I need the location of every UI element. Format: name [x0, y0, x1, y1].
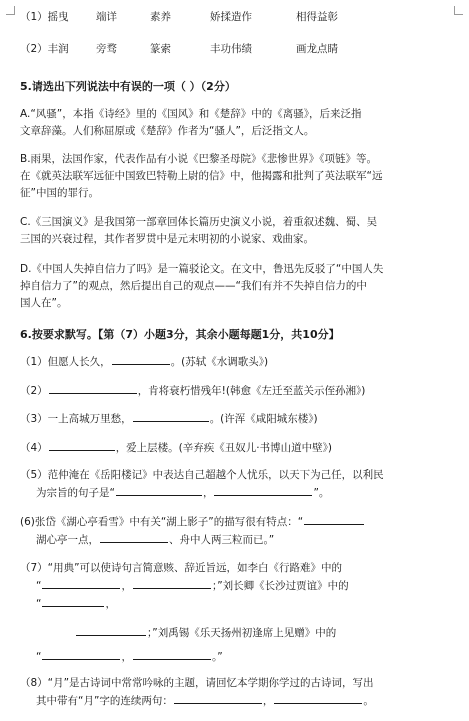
item-text: ；”刘禹锡《乐天扬州初逢席上见赠》中的 [147, 627, 337, 639]
item-text: “ [36, 580, 42, 592]
answer-blank[interactable] [112, 353, 170, 365]
option-line: A.“风骚”，本指《诗经》里的《国风》和《楚辞》中的《离骚》，后来泛指 [20, 108, 362, 120]
item-4 [20, 439, 332, 457]
vocab-word: 旁骛 [96, 43, 117, 55]
option-c [20, 214, 452, 248]
item-5 [20, 467, 452, 502]
item-text: ， [121, 580, 132, 592]
option-line: B.雨果，法国作家，代表作品有小说《巴黎圣母院》《悲惨世界》《项链》等。 [20, 153, 378, 165]
vocab-word: 相得益彰 [296, 11, 338, 23]
answer-blank[interactable] [133, 410, 209, 422]
vocab-word: 端详 [96, 11, 117, 23]
item-number: （2） [20, 385, 48, 397]
item-line [20, 531, 452, 549]
question-6-stem: 6.按要求默写。【第（7）小题3分，其余小题每题1分，共10分】 [20, 328, 340, 341]
option-line: 国人在”。 [20, 297, 68, 309]
item-text: ”。 [313, 487, 330, 499]
answer-blank[interactable] [42, 577, 120, 589]
item-text: （3）一上高城万里愁， [20, 413, 132, 425]
item-text: 。(许浑《咸阳城东楼》) [209, 413, 318, 425]
item-2 [20, 382, 365, 400]
item-text: ， [262, 695, 274, 707]
item-text: （4） [20, 442, 48, 454]
option-line: D.《中国人失掉自信力了吗》是一篇驳论文。在文中，鲁迅先反驳了“中国人失 [20, 263, 384, 275]
item-text: （7）“用典”可以使诗句言简意赅、辞近旨远，如李白《行路难》中的 [20, 562, 343, 574]
item-line [20, 513, 452, 531]
vocab-word: 丰功伟绩 [210, 43, 252, 55]
item-text: ；”刘长卿《长沙过贾谊》中的 [211, 580, 349, 592]
item-text: 。” [211, 651, 223, 663]
item-1 [20, 353, 268, 371]
vocab-row-2 [20, 41, 338, 58]
item-text: ， [105, 598, 116, 610]
item-text: 为宗旨的句子是“ [36, 487, 115, 499]
option-line: C.《三国演义》是我国第一部章回体长篇历史演义小说，着重叙述魏、蜀、吴 [20, 216, 378, 228]
item-text: ，肯将衰朽惜残年!(韩愈《左迁至蓝关示侄孙湘》) [137, 385, 366, 397]
item-text: （1）但愿人长久， [20, 356, 111, 368]
option-line: 三国的兴衰过程，其作者罗贯中是元末明初的小说家、戏曲家。 [20, 233, 314, 245]
item-text: (6)张岱《湖心亭看雪》中有关“湖上影子”的描写很有特点：“ [20, 516, 304, 528]
item-6 [20, 513, 452, 549]
item-text: （5）范仲淹在《岳阳楼记》中表达自己超越个人忧乐，以天下为己任，以利民 [20, 469, 384, 481]
option-line: 在《就英法联军远征中国致巴特勒上尉的信》中，他揭露和批判了英法联军“远 [20, 170, 383, 182]
question-5-stem: 5.请选出下列说法中有误的一项（ ）（2分） [20, 80, 236, 93]
page-corner-mark [6, 6, 15, 15]
answer-blank[interactable] [133, 577, 211, 589]
item-text: “ [36, 598, 42, 610]
item-text: 。 [363, 695, 374, 707]
item-text: ， [121, 651, 132, 663]
answer-blank[interactable] [214, 484, 312, 496]
option-b [20, 151, 452, 202]
answer-blank[interactable] [42, 648, 120, 660]
answer-blank[interactable] [116, 484, 202, 496]
vocab-word: （2）丰润 [20, 43, 69, 55]
item-7-cont-2 [20, 648, 223, 666]
item-text: ， [202, 487, 214, 499]
answer-blank[interactable] [42, 595, 104, 607]
item-line [20, 577, 452, 595]
vocab-word: 画龙点睛 [296, 43, 338, 55]
item-line [20, 484, 452, 502]
answer-blank[interactable] [174, 692, 262, 704]
answer-blank[interactable] [133, 648, 211, 660]
option-a [20, 106, 452, 140]
vocab-row-1 [20, 9, 338, 26]
answer-blank[interactable] [76, 624, 146, 636]
option-line: 掉自信力了”的观点，然后提出自己的观点——“我们有并不失掉自信力的中 [20, 280, 367, 292]
option-d [20, 261, 452, 312]
answer-blank[interactable] [304, 513, 364, 525]
item-text: 。(苏轼《水调歌头》) [170, 356, 269, 368]
item-text: “ [36, 651, 42, 663]
item-line [20, 595, 452, 613]
item-7 [20, 560, 452, 613]
answer-blank[interactable] [49, 439, 115, 451]
item-8 [20, 675, 452, 710]
answer-blank[interactable] [100, 531, 168, 543]
item-7-cont [20, 624, 336, 642]
vocab-word: （1）摇曳 [20, 11, 69, 23]
answer-blank[interactable] [49, 382, 137, 394]
option-line: 文章辞藻。人们称屈原或《楚辞》作者为“骚人”，后泛指文人。 [20, 125, 315, 137]
option-line: 征”中国的罪行。 [20, 187, 99, 199]
vocab-word: 娇揉造作 [210, 11, 252, 23]
vocab-word: 篆索 [150, 43, 171, 55]
item-line [20, 692, 452, 710]
item-text: 其中带有“月”字的连续两句： [36, 695, 173, 707]
item-text: 、舟中人两三粒而已。” [169, 534, 275, 546]
answer-blank[interactable] [274, 692, 362, 704]
page-corner-mark [454, 6, 463, 15]
item-text: 湖心亭一点， [36, 534, 99, 546]
item-text: ，爱上层楼。(辛弃疾《丑奴儿·书博山道中壁》) [115, 442, 332, 454]
item-3 [20, 410, 318, 428]
item-text: （8）“月”是古诗词中常常吟咏的主题，请回忆本学期你学过的古诗词，写出 [20, 677, 374, 689]
vocab-word: 素养 [150, 11, 171, 23]
